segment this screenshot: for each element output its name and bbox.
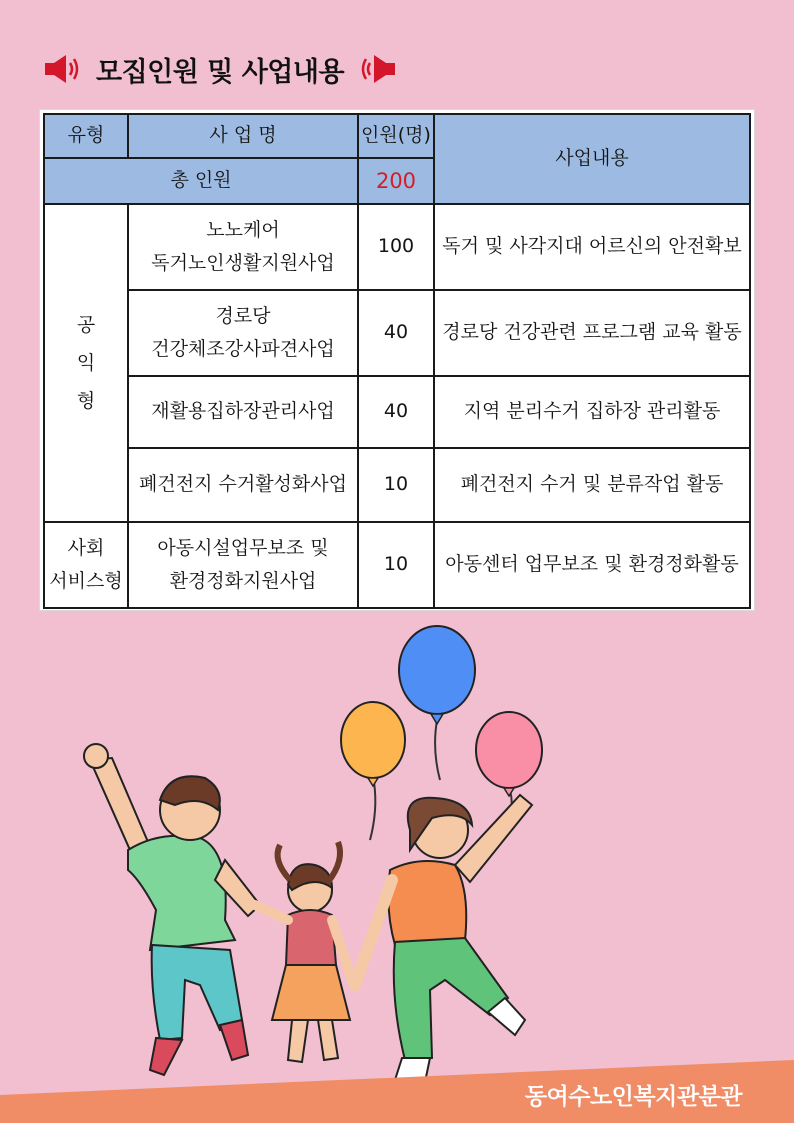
row-content: 아동센터 업무보조 및 환경정화활동 [434,522,750,608]
mother-figure [355,795,532,1082]
section-title [42,44,398,94]
row-name: 아동시설업무보조 및 환경정화지원사업 [128,522,358,608]
row-count: 100 [358,204,434,290]
header-content: 사업내용 [434,114,750,204]
total-value: 200 [358,158,434,204]
speaker-right-icon [354,52,398,86]
type-public-label: 공 익 형 [76,314,96,412]
girl-figure [255,842,352,1062]
header-type: 유형 [44,114,128,158]
row-count: 10 [358,448,434,522]
blue-balloon [399,626,475,780]
type-public [44,204,128,522]
row-count: 40 [358,290,434,376]
header-count: 인원(명) [358,114,434,158]
row-content: 독거 및 사각지대 어르신의 안전확보 [434,204,750,290]
row-content: 지역 분리수거 집하장 관리활동 [434,376,750,448]
organization-name: 동여수노인복지관분관 [524,1084,742,1110]
row-count: 40 [358,376,434,448]
row-name: 재활용집하장관리사업 [128,376,358,448]
page-title: 모집인원 및 사업내용 [96,56,345,88]
row-count: 10 [358,522,434,608]
row-name: 폐건전지 수거활성화사업 [128,448,358,522]
father-figure [84,744,260,1075]
row-content: 경로당 건강관련 프로그램 교육 활동 [434,290,750,376]
recruitment-table [40,110,754,610]
header-name: 사 업 명 [128,114,358,158]
type-social: 사회 서비스형 [44,522,128,608]
yellow-balloon [341,702,405,840]
row-name: 노노케어 독거노인생활지원사업 [128,204,358,290]
family-balloons-illustration [60,620,580,1090]
row-content: 폐건전지 수거 및 분류작업 활동 [434,448,750,522]
total-label: 총 인원 [44,158,358,204]
speaker-left-icon [42,52,86,86]
row-name: 경로당 건강체조강사파견사업 [128,290,358,376]
